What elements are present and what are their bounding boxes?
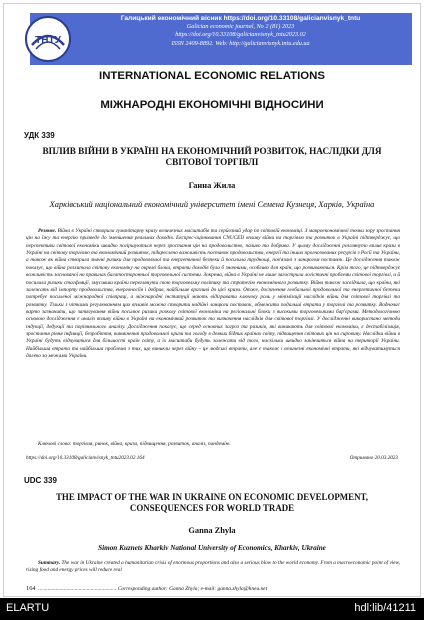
banner-line-3[interactable]: https://doi.org/10.33108/galicianvisnyk_tntu2023.02 xyxy=(175,31,306,39)
repository-name[interactable]: ELARTU xyxy=(6,602,50,614)
journal-banner xyxy=(30,13,412,65)
abstract-en xyxy=(26,560,400,575)
banner-line-4[interactable]: ISSN 2409-8892. Web: http://galicianvisnyk.tntu.edu.ua xyxy=(171,39,310,47)
article-title-en: THE IMPACT OF THE WAR IN UKRAINE ON ECONOMIC DEVELOPMENT, CONSEQUENCES FOR WORLD TRADE xyxy=(56,492,368,513)
affiliation-en: Simon Kuznets Kharkiv National University of Economics, Kharkiv, Ukraine xyxy=(98,544,326,552)
author-name-en: Ganna Zhyla xyxy=(188,526,236,535)
received-date: Отримано 20.03.2023 xyxy=(349,455,398,461)
udc-code: UDC 339 xyxy=(24,476,57,485)
journal-logo-icon xyxy=(24,15,72,63)
article-doi-link[interactable]: https://doi.org/10.33108/galicianvisnyk_tntu2023.02.164 xyxy=(26,455,145,461)
page-number: 164 xyxy=(26,585,36,592)
corresponding-author: Corresponding author: Ganna Zhyla; e-mail: ganna.zhyla@hneu.net xyxy=(117,586,268,592)
author-name-ua: Ганна Жила xyxy=(188,181,236,190)
keywords-ua: Ключові слова: торгівля, ринок, війна, криза, підвищення, розвиток, аналіз, пандемію. xyxy=(38,441,231,447)
affiliation-ua: Харківський національний економічний університет імені Семена Кузнеця, Харків, Україна xyxy=(49,200,375,209)
abstract-ua xyxy=(26,228,400,360)
abstract-ua-label: Резюме. xyxy=(38,228,57,234)
abstract-en-label: Summary. xyxy=(38,560,61,566)
viewer-status-bar xyxy=(0,598,424,620)
section-heading-en: INTERNATIONAL ECONOMIC RELATIONS xyxy=(99,70,325,82)
doi-row xyxy=(26,455,398,461)
article-title-ua: ВПЛИВ ВІЙНИ В УКРАЇНІ НА ЕКОНОМІЧНИЙ РОЗВИТОК, НАСЛІДКИ ДЛЯ СВІТОВОЇ ТОРГІВЛІ xyxy=(42,146,382,167)
logo-text: ТНТУ xyxy=(35,35,61,46)
handle-id[interactable]: hdl:lib/41211 xyxy=(354,602,416,614)
paper-page xyxy=(3,3,421,597)
banner-text xyxy=(75,15,406,48)
abstract-ua-text: Війна в Україні створила гуманітарну кризу величезних масштабів та серйозний удар по світовій економіці. З макроекономічної точки зору зростання цін на їжу та енергію призведе до зменшення реальних доходів. Експрес-оцінювання CNUCED впливу війни на торгівлю та розвиток в Україні підтверджує, що перспективи світової економіки швидко погіршуються через зростання цін на продовольство, паливо та добрива. У цьому дослідженні розглянуто вплив кризи в Україні на світову торгівлю та економічний розвиток, підкреслено важливість поставок продовольства, енергії та інших прогнозованих ресурсів з Росії та України, а також як війна створила значні ризики для продовольчої та енергетичної безпеки й посилила труднощі, пов'язані з ланцюгом поставок. Це дослідження також показує, що війна розхитала світову економіку на окремі блоки, втрати доходів були б значними, особливо для країн, що розвиваються. Крім того, це підтверджує важливість заснованої на правилах багатосторонньої торговельної системи. Зокрема, війна в Україні не лише загострила логістичні проблеми світової торгівлі, а й посилила ризики стагфляції, змусивши країни переглянути свою торговельну політику та стратегію економічного розвитку. Війна також засвідчила, що країни, які залежать від імпорту продовольства, енергоносіїв і добрив, найбільше вразливі до цієї кризи. Отже, досягнення глобальної продовольчої та енергетичної безпеки потребує посиленої міжнародної співпраці, а міжнародні інституції мають відігравати ключову роль у мінімізації наслідків війни для світової торгівлі та розвитку. Тільки з чіткими регулюванням цих впливів можна створити надійні ланцюги поставок, обмежити подальші втрати у торгівлі та розвитку. Водночас варто зазначити, що затягування війни посилює ризики розколу світової економіки на регіональні блоки з високими торговельними бар'єрами. Методологічною основою дослідження є аналіз впливу війни в Україні на економічний розвиток та визначення наслідків для світової торгівлі. У дослідженні використано методи індукції, дедукції та порівняльного аналізу. Дослідження показує, що серед основних загроз та ризиків, які виникають для світової економіки, є дестабілізація, зростання рівня інфляції, безробіття, виникнення продовольчої кризи та голоду в деяких бідних країнах світу, підвищення світових цін на сировину. Наслідки війни в Україні будуть відчуватися для більшості країн світу, а їх масштаби будуть залежати від того, наскільки швидко закінчиться війна на території України. Найбільша втрата та найбільша проблема з тих, що виникли через війну – це людські втрати, але є також і величезні економічні втрати, які відчуватимуться далеко за межами України. xyxy=(26,228,400,360)
section-heading-ua: МІЖНАРОДНІ ЕКОНОМІЧНІ ВІДНОСИНИ xyxy=(100,99,324,111)
udk-code: УДК 339 xyxy=(24,131,55,140)
page-footer xyxy=(26,585,400,592)
footer-dots: .......................................................... xyxy=(36,586,117,592)
banner-line-2: Galician economic journal, No 2 (81) 2023 xyxy=(186,23,295,31)
abstract-en-text: The war in Ukraine created a humanitarian crisis of enormous proportions and also a serious blow to the world economy. From a macroeconomic point of view, rising food and energy prices will reduce real xyxy=(26,560,400,574)
banner-line-1[interactable]: Галицький економічний вісник https://doi.org/10.33108/galicianvisnyk_tntu xyxy=(120,15,361,22)
